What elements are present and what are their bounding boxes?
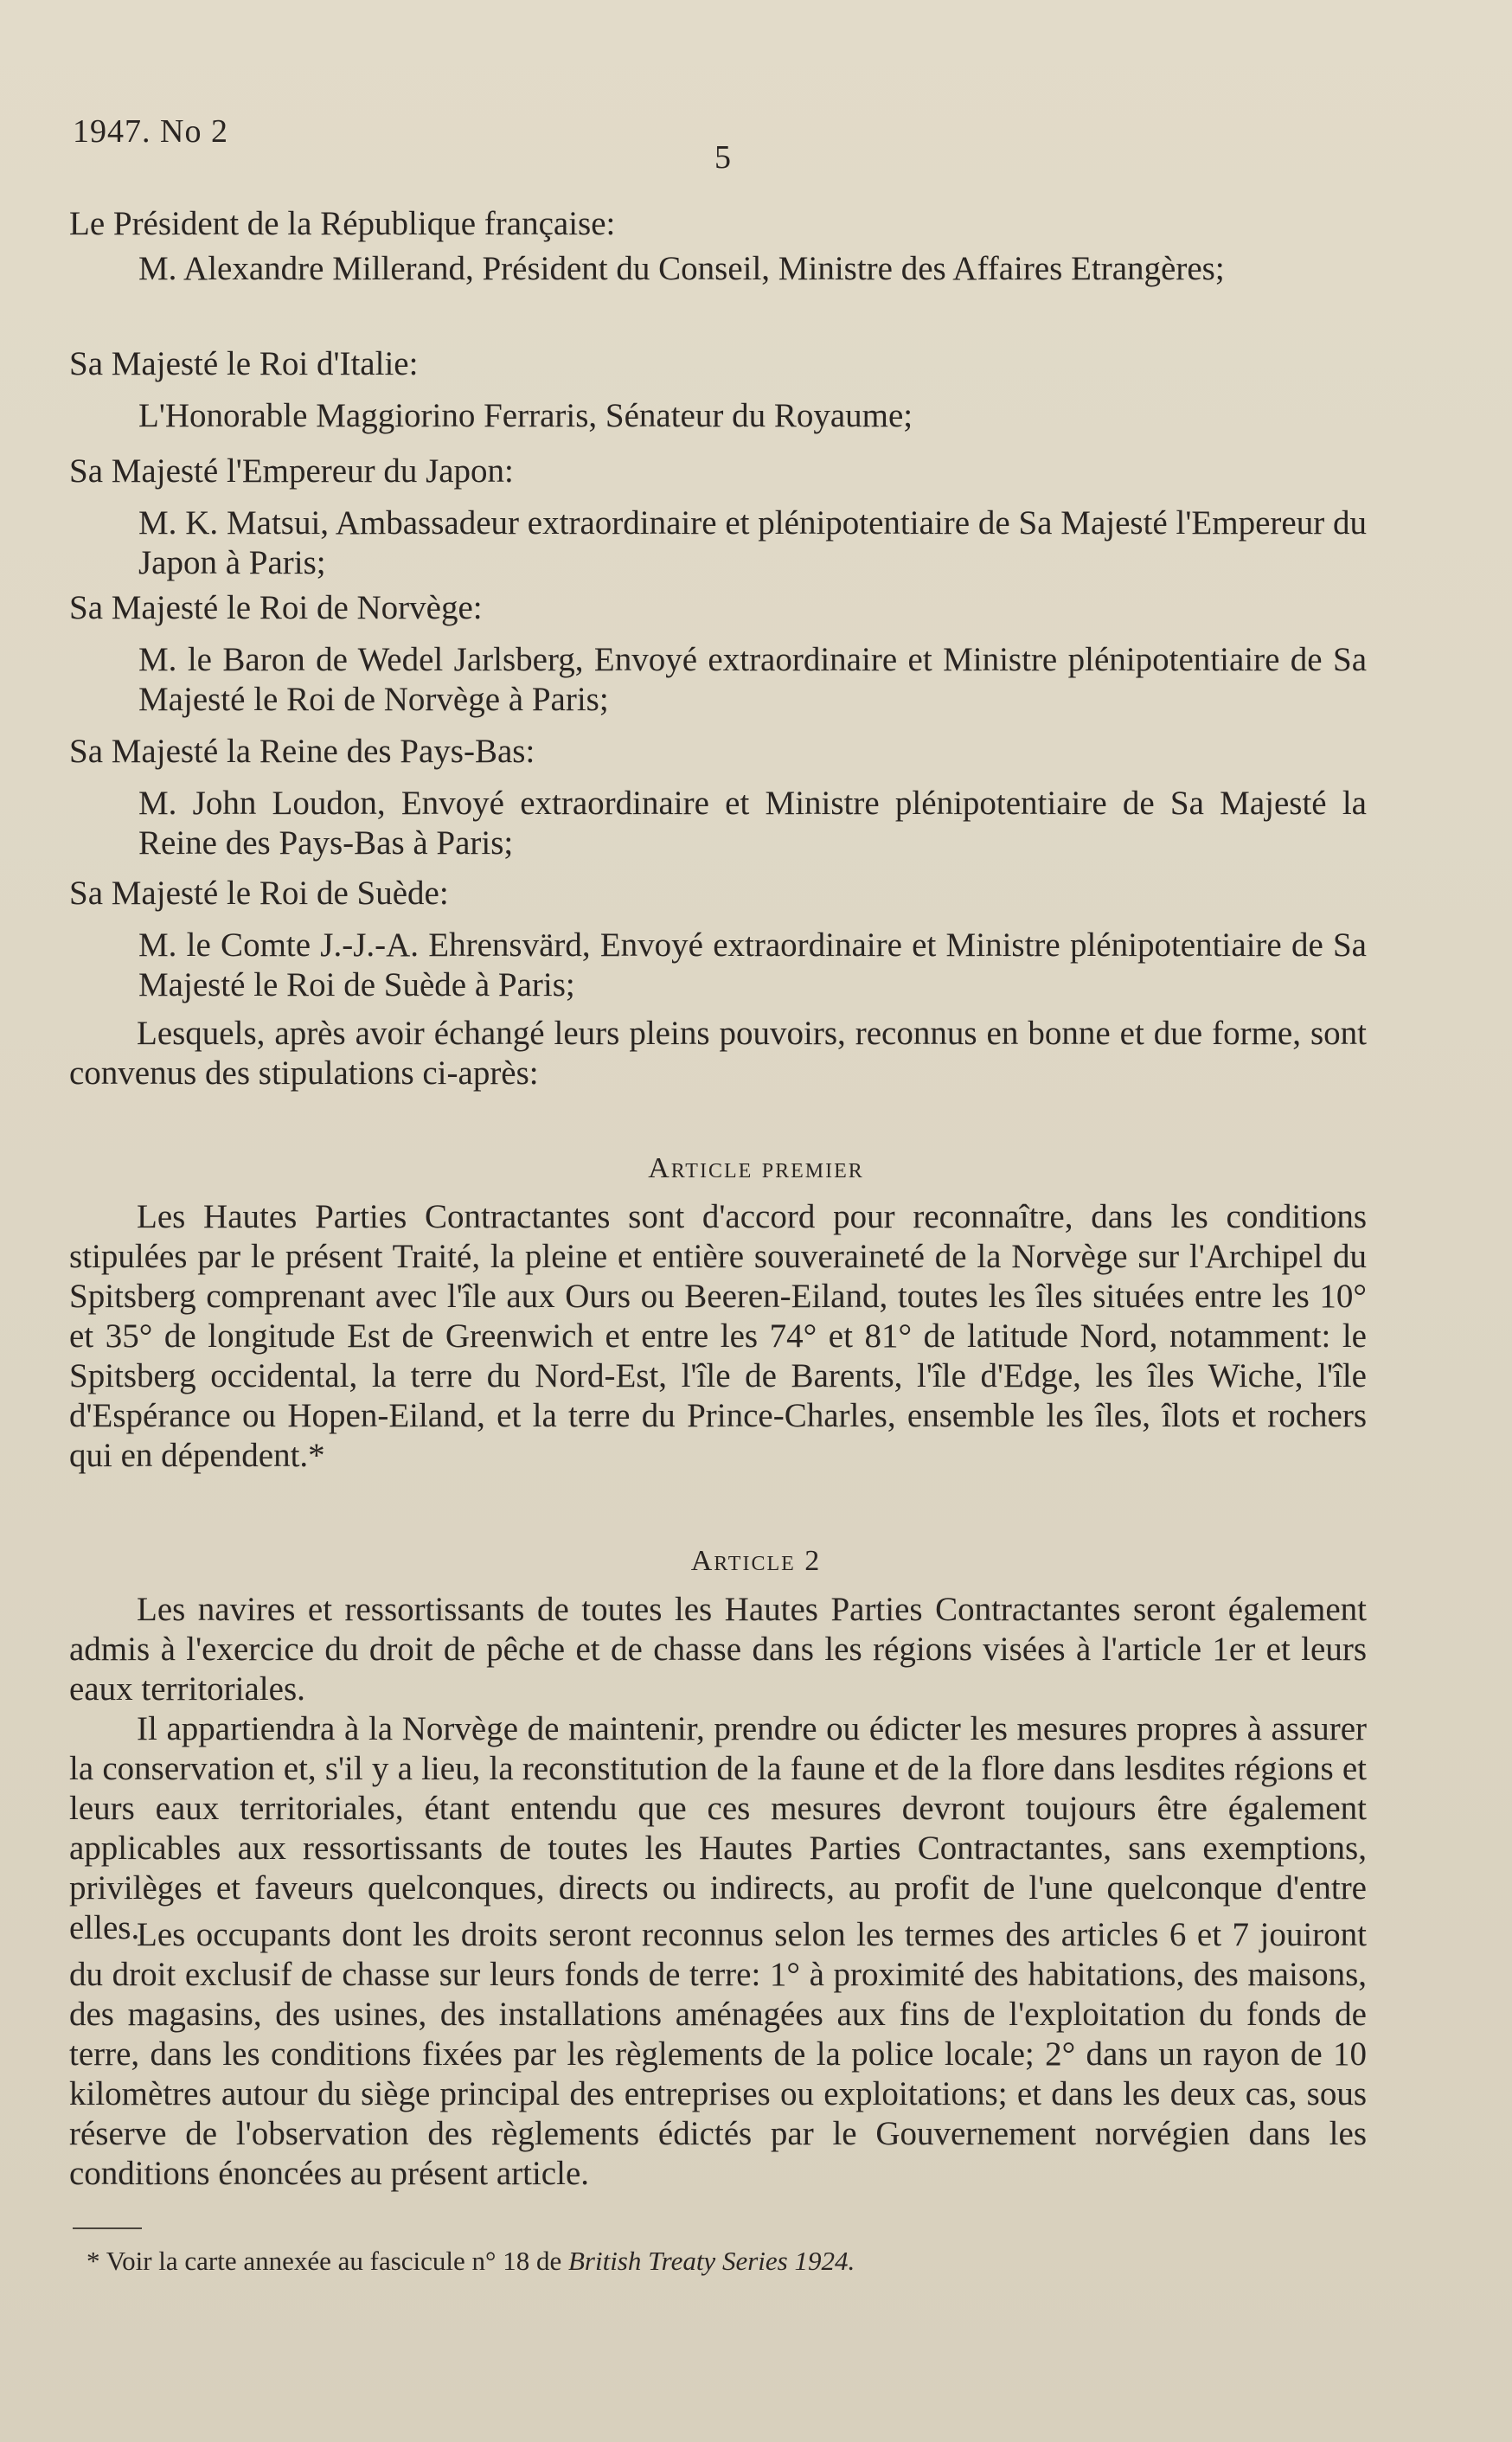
footnote-series-title: British Treaty Series 1924. (567, 2246, 855, 2276)
party-italy-plenipotentiary: L'Honorable Maggiorino Ferraris, Sénateur du Royaume; (138, 397, 913, 434)
article-2-paragraph-2: Il appartiendra à la Norvège de maintenir, prendre ou édicter les mesures propres à assurer la conservation et, s'il y a lieu, la reconstitution de la faune et de la flore dans lesdites régions et leurs eaux territoriales, étant entendu que ces mesures devront toujours être également applicables aux ressortissants de toutes les Hautes Parties Contractantes, sans exemptions, privilèges et faveurs quelconques, directs ou indirects, au profit de l'une quelconque d'entre elles. (69, 1710, 1367, 1946)
footnote-rule (73, 2227, 142, 2229)
document-reference: 1947. No 2 (73, 113, 228, 150)
party-france-plenipotentiary: M. Alexandre Millerand, Président du Conseil, Ministre des Affaires Etrangères; (138, 250, 1225, 287)
party-netherlands-plenipotentiary: M. John Loudon, Envoyé extraordinaire et Ministre plénipotentiaire de Sa Majesté la Reine des Pays-Bas à Paris; (138, 785, 1367, 862)
party-netherlands-sovereign: Sa Majesté la Reine des Pays-Bas: (69, 733, 535, 770)
preamble-closing: Lesquels, après avoir échangé leurs pleins pouvoirs, reconnus en bonne et due forme, sont convenus des stipulations ci-après: (69, 1015, 1367, 1092)
article-2-heading: Article 2 (690, 1545, 822, 1577)
party-norway-sovereign: Sa Majesté le Roi de Norvège: (69, 589, 483, 626)
party-sweden-sovereign: Sa Majesté le Roi de Suède: (69, 875, 449, 912)
footnote (86, 2245, 1341, 2278)
party-italy-sovereign: Sa Majesté le Roi d'Italie: (69, 345, 419, 382)
page-number: 5 (714, 139, 731, 176)
article-1-text: Les Hautes Parties Contractantes sont d'accord pour reconnaître, dans les conditions stipulées par le présent Traité, la pleine et entière souveraineté de la Norvège sur l'Archipel du Spitsberg comprenant avec l'île aux Ours ou Beeren-Eiland, toutes les îles situées entre les 10° et 35° de longitude Est de Greenwich et entre les 74° et 81° de latitude Nord, notamment: le Spitsberg occidental, la terre du Nord-Est, l'île de Barents, l'île d'Edge, les îles Wiche, l'île d'Espérance ou Hopen-Eiland, et la terre du Prince-Charles, ensemble les îles, îlots et rochers qui en dépendent.* (69, 1198, 1367, 1474)
party-france-sovereign: Le Président de la République française: (69, 205, 616, 242)
article-2-paragraph-1: Les navires et ressortissants de toutes les Hautes Parties Contractantes seront également admis à l'exercice du droit de pêche et de chasse dans les régions visées à l'article 1er et leurs eaux territoriales. (69, 1591, 1367, 1708)
article-1-heading: Article premier (648, 1152, 864, 1184)
party-sweden-plenipotentiary: M. le Comte J.-J.-A. Ehrensvärd, Envoyé extraordinaire et Ministre plénipotentiaire de Sa Majesté le Roi de Suède à Paris; (138, 926, 1367, 1003)
party-japan-sovereign: Sa Majesté l'Empereur du Japon: (69, 452, 514, 490)
party-norway-plenipotentiary: M. le Baron de Wedel Jarlsberg, Envoyé extraordinaire et Ministre plénipotentiaire de Sa Majesté le Roi de Norvège à Paris; (138, 641, 1367, 718)
article-2-paragraph-3: Les occupants dont les droits seront reconnus selon les termes des articles 6 et 7 jouiront du droit exclusif de chasse sur leurs fonds de terre: 1° à proximité des habitations, des maisons, des magasins, des usines, des installations aménagées aux fins de l'exploitation du fonds de terre, dans les conditions fixées par les règlements de la police locale; 2° dans un rayon de 10 kilomètres autour du siège principal des entreprises ou exploitations; et dans les deux cas, sous réserve de l'observation des règlements édictés par le Gouvernement norvégien dans les conditions énoncées au présent article. (69, 1916, 1367, 2192)
footnote-text: * Voir la carte annexée au fascicule n° 18 de (86, 2246, 568, 2276)
party-japan-plenipotentiary: M. K. Matsui, Ambassadeur extraordinaire et plénipotentiaire de Sa Majesté l'Empereur du Japon à Paris; (138, 504, 1367, 581)
